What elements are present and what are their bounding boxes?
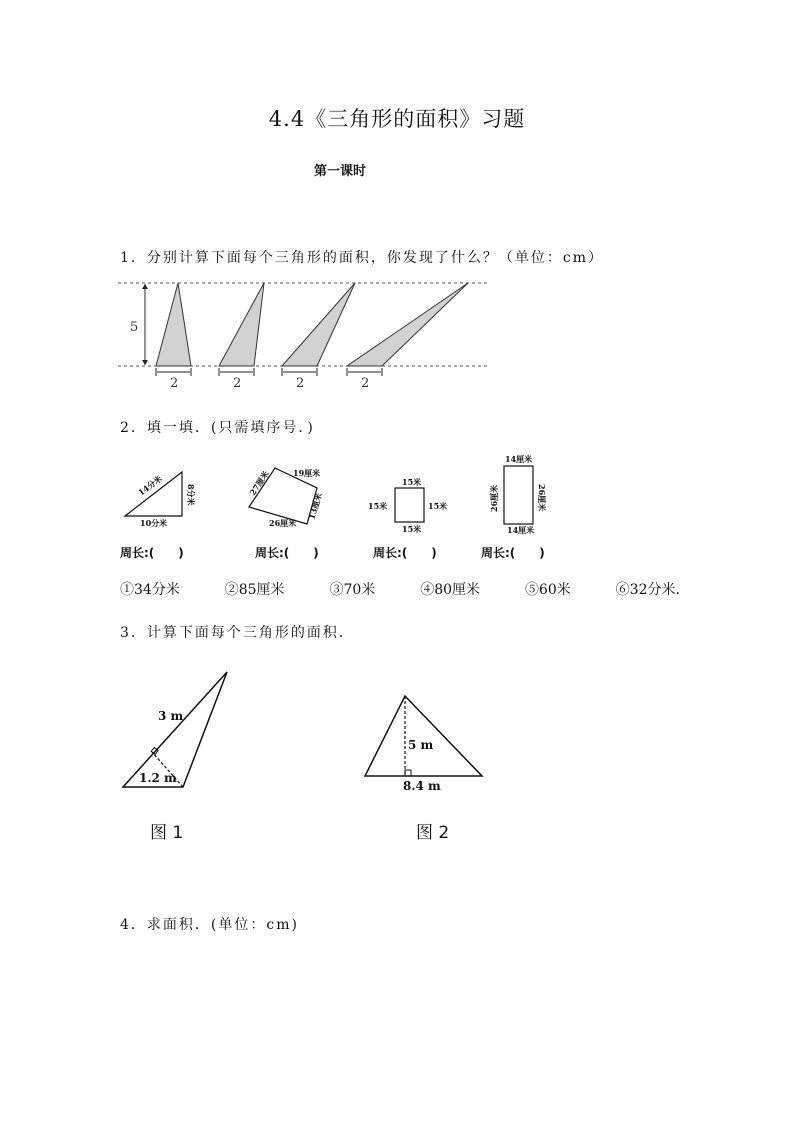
base-label-3: 2 xyxy=(296,376,305,391)
question-2-text: 2．填一填．(只需填序号．) xyxy=(120,420,315,436)
fig1-side-label: 3 m xyxy=(158,709,184,723)
figure-2 xyxy=(360,690,490,795)
shape-square xyxy=(395,488,424,522)
triangle-hyp-label: 14分米 xyxy=(136,473,164,498)
triangle-3 xyxy=(282,283,355,366)
fig2-triangle xyxy=(365,696,482,776)
square-top-label: 15米 xyxy=(402,477,422,487)
perimeter-blank-4[interactable]: 周长:( ) xyxy=(481,546,545,560)
question-2-figure xyxy=(115,450,565,540)
figure-2-caption: 图 2 xyxy=(416,823,450,843)
fig2-base-label: 8.4 m xyxy=(403,779,441,793)
triangle-1 xyxy=(156,283,191,366)
quad-label-b: 19厘米 xyxy=(293,468,321,478)
option-6: ⑥32分米. xyxy=(615,582,680,598)
option-2: ②85厘米 xyxy=(224,582,285,598)
option-5: ⑤60米 xyxy=(524,582,571,598)
question-4-text: 4．求面积．(单位：cm) xyxy=(120,917,299,933)
square-right-label: 15米 xyxy=(428,501,448,511)
rect-bottom-label: 14厘米 xyxy=(507,525,535,535)
question-3-text: 3．计算下面每个三角形的面积． xyxy=(120,625,355,641)
figure-1 xyxy=(115,665,245,795)
height-label: 5 xyxy=(130,320,139,335)
shape-rectangle xyxy=(504,466,533,524)
perimeter-blank-2[interactable]: 周长:( ) xyxy=(255,546,319,560)
quad-label-d: 26厘米 xyxy=(269,518,297,528)
triangle-4 xyxy=(347,283,468,366)
rect-left-label: 26厘米 xyxy=(489,484,499,512)
fig1-triangle xyxy=(123,672,227,787)
quad-label-a: 27厘米 xyxy=(247,469,271,498)
option-1: ①34分米 xyxy=(120,582,180,598)
base-label-2: 2 xyxy=(233,376,242,391)
page-subtitle: 第一课时 xyxy=(314,164,367,179)
option-3: ③70米 xyxy=(329,582,376,598)
option-4: ④80厘米 xyxy=(420,582,481,598)
square-left-label: 15米 xyxy=(368,501,388,511)
triangle-side-label: 8分米 xyxy=(186,484,196,506)
rect-right-label: 26厘米 xyxy=(537,484,547,512)
fig2-height-label: 5 m xyxy=(408,738,434,752)
base-label-1: 2 xyxy=(170,376,179,391)
question-1-figure xyxy=(118,276,498,396)
page-title: 4.4《三角形的面积》习题 xyxy=(268,107,526,131)
answer-options xyxy=(120,579,680,599)
fig1-height-label: 1.2 m xyxy=(139,771,177,785)
triangle-base-label: 10分米 xyxy=(140,518,168,528)
base-arrows xyxy=(156,368,382,376)
figure-1-caption: 图 1 xyxy=(150,823,184,843)
base-label-4: 2 xyxy=(361,376,370,391)
triangle-2 xyxy=(219,283,264,366)
perimeter-blank-3[interactable]: 周长:( ) xyxy=(373,546,437,560)
square-bottom-label: 15米 xyxy=(402,524,422,534)
question-1-text: 1．分别计算下面每个三角形的面积，你发现了什么？（单位：cm） xyxy=(120,250,605,266)
fig2-right-angle-mark xyxy=(405,770,411,776)
rect-top-label: 14厘米 xyxy=(505,454,533,464)
perimeter-blank-1[interactable]: 周长:( ) xyxy=(120,546,184,560)
quad-label-c: 13厘米 xyxy=(306,491,324,521)
